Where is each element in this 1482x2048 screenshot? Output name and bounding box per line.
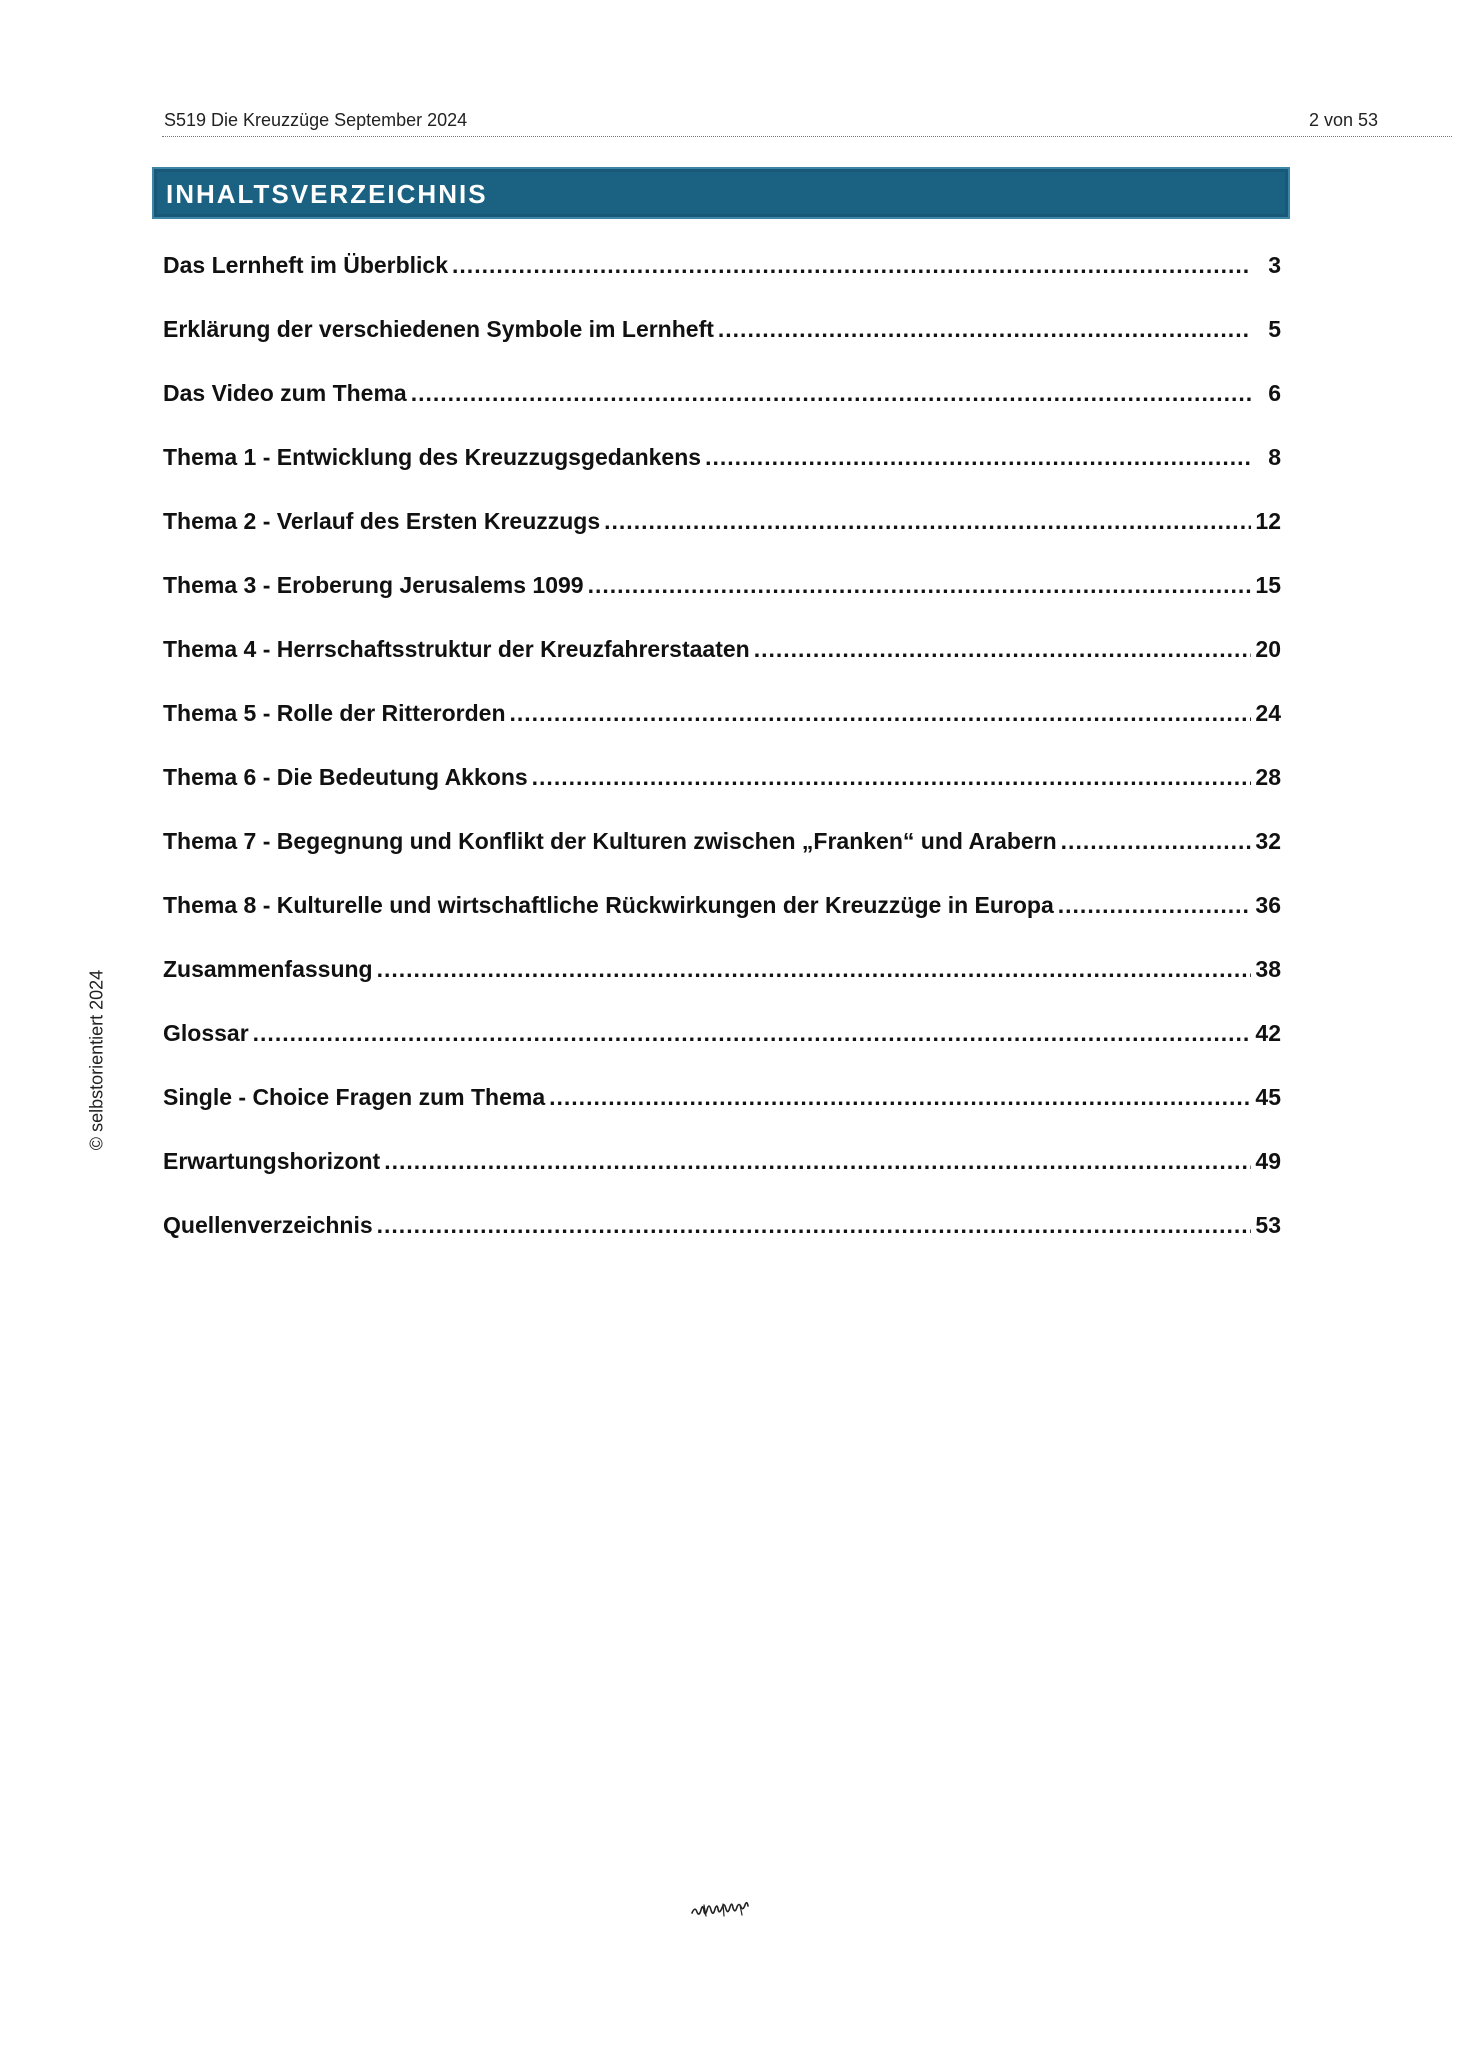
toc-dot-leader [532, 757, 1251, 797]
toc-entry-label: Thema 8 - Kulturelle und wirtschaftliche Rückwirkungen der Kreuzzüge in Europa [163, 892, 1054, 918]
toc-entry[interactable] [163, 437, 1281, 501]
toc-entry-page: 3 [1268, 252, 1281, 278]
toc-entry[interactable] [163, 821, 1281, 885]
toc-entry-page: 53 [1255, 1212, 1281, 1238]
toc-entry-label: Thema 5 - Rolle der Ritterorden [163, 700, 506, 726]
toc-dot-leader [253, 1013, 1251, 1053]
toc-entry[interactable] [163, 1077, 1281, 1141]
toc-dot-leader [1058, 885, 1251, 925]
toc-dot-leader [452, 245, 1251, 285]
toc-entry[interactable] [163, 373, 1281, 437]
copyright-notice: © selbstorientiert 2024 [86, 969, 107, 1151]
page-number: 2 von 53 [1308, 110, 1378, 130]
toc-entry-label: Thema 4 - Herrschaftsstruktur der Kreuzfahrerstaaten [163, 636, 750, 662]
toc-entry-page: 24 [1255, 700, 1281, 726]
toc-entry[interactable] [163, 949, 1281, 1013]
toc-entry-page: 42 [1255, 1020, 1281, 1046]
toc-dot-leader [588, 565, 1251, 605]
toc-entry-page: 45 [1255, 1084, 1281, 1110]
toc-entry-label: Thema 7 - Begegnung und Konflikt der Kulturen zwischen „Franken“ und Arabern [163, 828, 1057, 854]
toc-dot-leader [377, 949, 1251, 989]
toc-dot-leader [604, 501, 1251, 541]
toc-entry-label: Das Lernheft im Überblick [163, 252, 449, 278]
toc-entry-page: 36 [1255, 892, 1281, 918]
toc-dot-leader [411, 373, 1251, 413]
toc-entry-page: 8 [1268, 444, 1281, 470]
toc-entry[interactable] [163, 885, 1281, 949]
toc-list [163, 245, 1281, 1269]
toc-entry[interactable] [163, 757, 1281, 821]
toc-dot-leader [718, 309, 1251, 349]
document-title: S519 Die Kreuzzüge September 2024 [164, 110, 468, 130]
toc-entry-page: 28 [1255, 764, 1281, 790]
toc-dot-leader [384, 1141, 1251, 1181]
toc-dot-leader [705, 437, 1251, 477]
toc-entry-label: Thema 1 - Entwicklung des Kreuzzugsgedankens [163, 444, 702, 470]
toc-entry-page: 5 [1268, 316, 1281, 342]
toc-title: INHALTSVERZEICHNIS [166, 179, 488, 209]
toc-entry-page: 12 [1255, 508, 1281, 534]
toc-entry-page: 49 [1255, 1148, 1281, 1174]
toc-entry-page: 6 [1268, 380, 1281, 406]
handwritten-logo-icon [690, 1898, 756, 1922]
toc-entry[interactable] [163, 501, 1281, 565]
toc-entry[interactable] [163, 245, 1281, 309]
toc-entry-page: 38 [1255, 956, 1281, 982]
toc-dot-leader [549, 1077, 1251, 1117]
toc-entry-page: 15 [1255, 572, 1281, 598]
toc-entry[interactable] [163, 309, 1281, 373]
toc-entry-page: 32 [1255, 828, 1281, 854]
toc-entry-label: Quellenverzeichnis [163, 1212, 373, 1238]
toc-entry-label: Single - Choice Fragen zum Thema [163, 1084, 546, 1110]
toc-entry[interactable] [163, 565, 1281, 629]
toc-dot-leader [754, 629, 1251, 669]
toc-entry[interactable] [163, 629, 1281, 693]
toc-entry-label: Thema 3 - Eroberung Jerusalems 1099 [163, 572, 584, 598]
toc-dot-leader [1061, 821, 1251, 861]
toc-entry-page: 20 [1255, 636, 1281, 662]
toc-entry-label: Erwartungshorizont [163, 1148, 381, 1174]
toc-entry-label: Thema 2 - Verlauf des Ersten Kreuzzugs [163, 508, 601, 534]
toc-entry[interactable] [163, 1205, 1281, 1269]
page-header [162, 108, 1452, 137]
toc-entry-label: Glossar [163, 1020, 249, 1046]
signature-logo-icon [690, 1898, 756, 1922]
toc-entry[interactable] [163, 693, 1281, 757]
toc-banner [152, 167, 1290, 219]
toc-entry[interactable] [163, 1013, 1281, 1077]
toc-dot-leader [510, 693, 1251, 733]
toc-entry-label: Das Video zum Thema [163, 380, 407, 406]
toc-dot-leader [377, 1205, 1251, 1245]
toc-entry-label: Thema 6 - Die Bedeutung Akkons [163, 764, 528, 790]
toc-entry[interactable] [163, 1141, 1281, 1205]
toc-entry-label: Zusammenfassung [163, 956, 373, 982]
toc-entry-label: Erklärung der verschiedenen Symbole im Lernheft [163, 316, 714, 342]
